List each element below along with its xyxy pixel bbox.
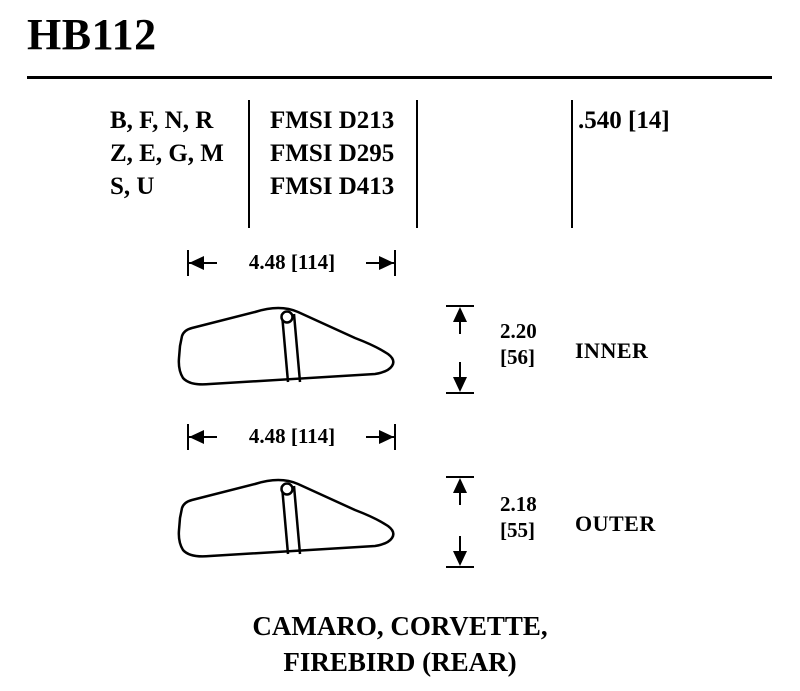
outer-height-line-bottom xyxy=(459,536,461,552)
table-divider-2 xyxy=(416,100,418,228)
outer-width-label: 4.48 [114] xyxy=(248,424,336,448)
outer-width-line-left xyxy=(189,436,217,438)
fmsi-number-row: FMSI D295 xyxy=(270,140,395,167)
fmsi-number-row: FMSI D413 xyxy=(270,173,395,200)
inner-height-tick-bottom xyxy=(446,392,474,394)
inner-height-arrow-down xyxy=(453,377,467,392)
compound-code-row: Z, E, G, M xyxy=(110,140,224,167)
inner-pad-label: INNER xyxy=(575,338,649,363)
fmsi-number-list xyxy=(270,104,415,203)
fmsi-number-row: FMSI D213 xyxy=(270,107,395,134)
inner-width-label: 4.48 [114] xyxy=(248,250,336,274)
outer-height-arrow-down xyxy=(453,551,467,566)
outer-width-tick-right xyxy=(394,424,396,450)
compound-code-row: S, U xyxy=(110,173,155,200)
header-divider xyxy=(27,76,772,79)
vehicle-line-2: FIREBIRD (REAR) xyxy=(283,647,517,677)
vehicle-line-1: CAMARO, CORVETTE, xyxy=(252,611,548,641)
inner-height-label xyxy=(500,318,537,370)
outer-height-line-top xyxy=(459,491,461,505)
compound-code-row: B, F, N, R xyxy=(110,107,214,134)
vehicle-application xyxy=(0,608,800,680)
table-divider-3 xyxy=(571,100,573,228)
outer-height-label xyxy=(500,491,537,543)
outer-height-tick-bottom xyxy=(446,566,474,568)
table-divider-1 xyxy=(248,100,250,228)
outer-pad-label: OUTER xyxy=(575,511,656,536)
outer-height-inches: 2.18 xyxy=(500,492,537,516)
thickness-value: .540 [14] xyxy=(578,107,670,134)
outer-height-mm: [55] xyxy=(500,518,535,542)
compound-code-list xyxy=(110,104,240,203)
inner-height-inches: 2.20 xyxy=(500,319,537,343)
outer-pad-drawing xyxy=(170,472,410,572)
inner-height-line-bottom xyxy=(459,362,461,378)
page-title: HB112 xyxy=(27,10,157,59)
inner-height-mm: [56] xyxy=(500,345,535,369)
inner-height-line-top xyxy=(459,320,461,334)
inner-width-tick-right xyxy=(394,250,396,276)
outer-width-line-right xyxy=(366,436,394,438)
inner-pad-drawing xyxy=(170,300,410,400)
inner-width-line-left xyxy=(189,262,217,264)
inner-width-line-right xyxy=(366,262,394,264)
